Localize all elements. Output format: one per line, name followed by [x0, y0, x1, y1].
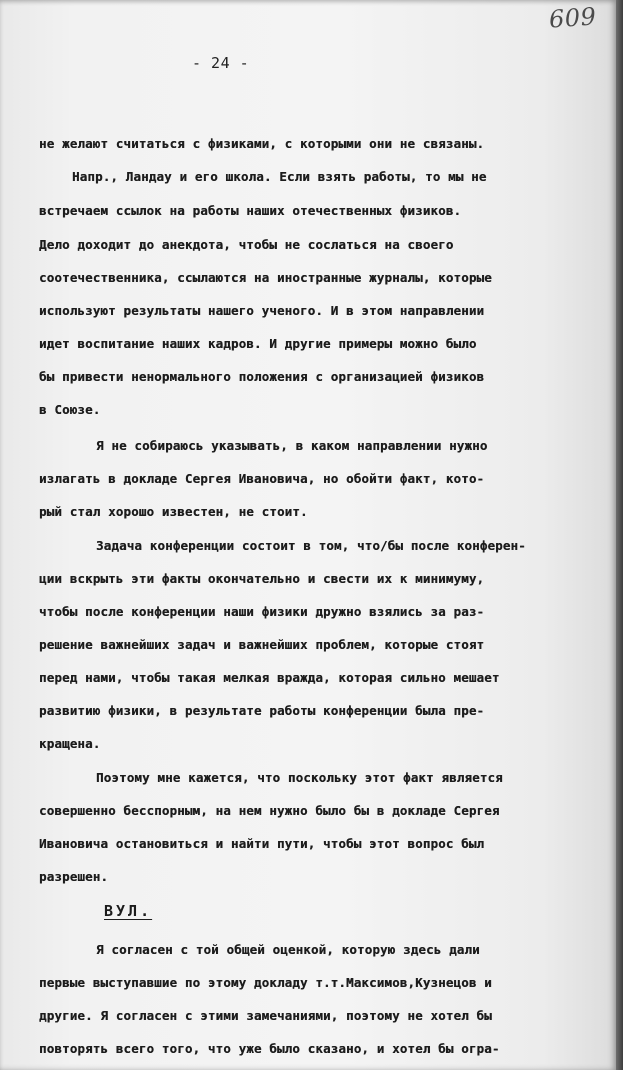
text-line: излагать в докладе Сергея Ивановича, но обойти факт, кото-	[39, 471, 485, 486]
text-line: Задача конференции состоит в том, что/бы после конферен-	[96, 538, 526, 553]
page-number: - 24 -	[192, 54, 250, 72]
archive-folio-number: 609	[548, 2, 598, 34]
text-line: решение важнейших задач и важнейших проблем, которые стоят	[39, 637, 485, 652]
text-line: разрешен.	[39, 869, 109, 884]
speaker-heading: ВУЛ.	[104, 902, 153, 920]
text-line: повторять всего того, что уже было сказано, и хотел бы огра-	[39, 1041, 500, 1056]
text-line: в Союзе.	[39, 402, 101, 417]
text-line: соотечественника, ссылаются на иностранные журналы, которые	[39, 270, 492, 285]
text-line: ции вскрыть эти факты окончательно и свести их к минимуму,	[39, 571, 485, 586]
text-line: бы привести ненормального положения с организацией физиков	[39, 369, 485, 384]
text-line: развитию физики, в результате работы конференции была пре-	[39, 703, 485, 718]
text-line: идет воспитание наших кадров. И другие примеры можно было	[39, 336, 477, 351]
text-line: не желают считаться с физиками, с которыми они не связаны.	[39, 136, 485, 151]
text-line: Ивановича остановиться и найти пути, чтобы этот вопрос был	[39, 836, 485, 851]
text-line: Дело доходит до анекдота, чтобы не сослаться на своего	[39, 237, 454, 252]
text-line: другие. Я согласен с этими замечаниями, поэтому не хотел бы	[39, 1008, 492, 1023]
text-line: чтобы после конференции наши физики дружно взялись за раз-	[39, 604, 485, 619]
text-line: встречаем ссылок на работы наших отечественных физиков.	[39, 203, 462, 218]
text-line: рый стал хорошо известен, не стоит.	[39, 504, 308, 519]
text-line: первые выступавшие по этому докладу т.т.Максимов,Кузнецов и	[39, 975, 492, 990]
page-edge-shadow	[616, 0, 623, 1070]
text-line: Я не собираюсь указывать, в каком направлении нужно	[96, 438, 488, 453]
text-line: Поэтому мне кажется, что поскольку этот факт является	[96, 770, 503, 785]
text-line: Напр., Ландау и его школа. Если взять работы, то мы не	[72, 169, 487, 184]
text-line: Я согласен с той общей оценкой, которую здесь дали	[96, 942, 480, 957]
text-line: совершенно бесспорным, на нем нужно было бы в докладе Сергея	[39, 803, 500, 818]
text-line: перед нами, чтобы такая мелкая вражда, которая сильно мешает	[39, 670, 500, 685]
text-line: используют результаты нашего ученого. И в этом направлении	[39, 303, 485, 318]
text-line: кращена.	[39, 736, 101, 751]
